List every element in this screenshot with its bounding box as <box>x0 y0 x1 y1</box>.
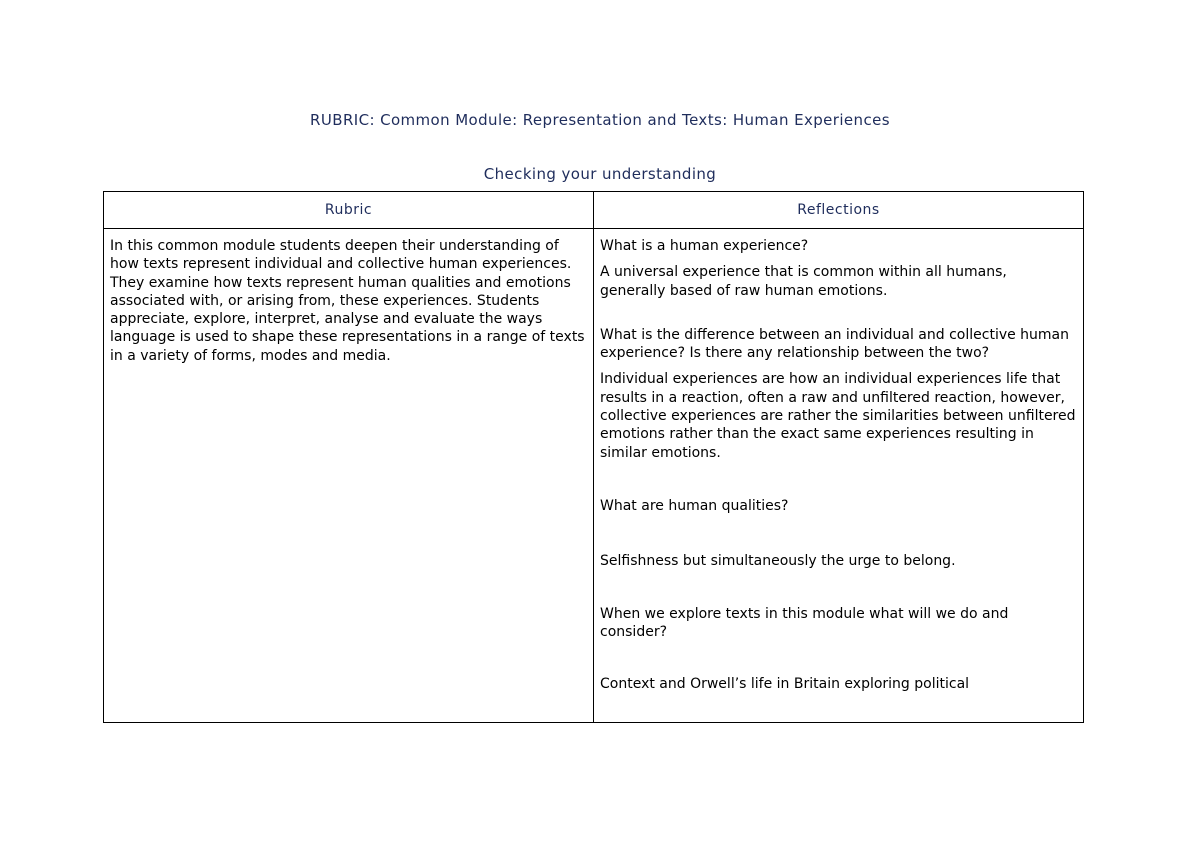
header-rubric: Rubric <box>324 202 373 218</box>
reflection-question: What is a human experience? <box>600 238 809 254</box>
column-divider <box>593 192 594 722</box>
table-header-row <box>104 192 1083 229</box>
reflection-question: What is the difference between an individual and collective human experience? Is there any relationship between the two? <box>600 326 1070 362</box>
reflections-cell <box>600 237 1076 693</box>
rubric-cell: In this common module students deepen their understanding of how texts represent individual and collective human experiences. They examine how texts represent human qualities and emotions associated with, or arising from, these experiences. Students appreciate, explore, interpret, analyse and evaluate the ways language is used to shape these representations in a range of texts in a variety of forms, modes and media. <box>110 238 585 364</box>
reflection-answer: Selfishness but simultaneously the urge to belong. <box>600 553 956 570</box>
reflection-answer: A universal experience that is common within all humans, generally based of raw human emotions. <box>600 264 1007 299</box>
document-title: RUBRIC: Common Module: Representation and Texts: Human Experiences <box>310 111 890 129</box>
header-reflections: Reflections <box>797 202 880 218</box>
reflection-question: When we explore texts in this module what will we do and consider? <box>600 605 1009 640</box>
reflection-answer: Context and Orwell’s life in Britain exploring political <box>600 676 970 693</box>
document-subtitle: Checking your understanding <box>483 165 717 183</box>
reflection-answer: Individual experiences are how an individual experiences life that results in a reaction, often a raw and unfiltered reaction, however, collective experiences are rather the similarities between unfiltered emotions rather than the exact same experiences resulting in similar emotions. <box>600 371 1076 461</box>
reflection-question: What are human qualities? <box>600 497 789 514</box>
rubric-table <box>103 191 1084 723</box>
